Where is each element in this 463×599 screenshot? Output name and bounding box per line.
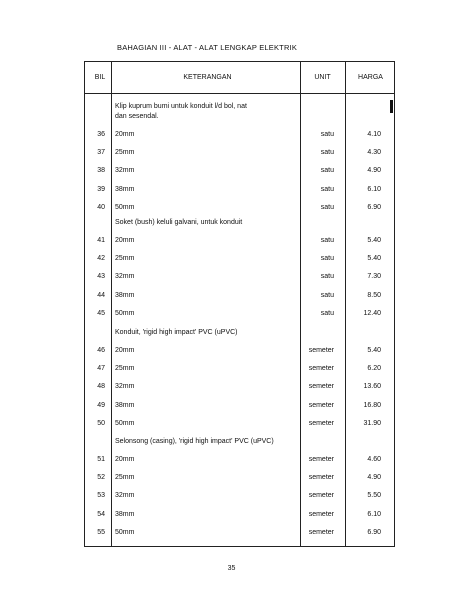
row-unit: semeter [308, 401, 334, 409]
row-description: 25mm [115, 255, 135, 263]
row-bil: 40 [97, 203, 105, 211]
table-row [85, 474, 396, 484]
row-price: 6.10 [367, 510, 381, 518]
row-description: 38mm [115, 291, 135, 299]
header-harga: HARGA [358, 74, 383, 81]
row-price: 4.90 [367, 167, 381, 175]
table-row [85, 131, 396, 141]
row-description: 38mm [115, 510, 135, 518]
row-description: 20mm [115, 456, 135, 463]
section-heading-line: Klip kuprum bumi untuk konduit l/d bol, nat [115, 103, 247, 110]
table-row [85, 347, 396, 357]
row-bil: 54 [97, 510, 105, 518]
table-row [85, 456, 396, 466]
row-description: 50mm [115, 203, 135, 211]
row-unit: satu [320, 255, 334, 263]
section-heading [115, 437, 274, 447]
row-price: 5.40 [367, 237, 381, 244]
row-price: 31.90 [363, 419, 381, 427]
row-bil: 51 [97, 456, 105, 463]
row-description: 38mm [115, 401, 135, 409]
row-unit: semeter [308, 510, 334, 518]
row-bil: 49 [97, 401, 105, 409]
header-bil: BIL [94, 74, 106, 81]
header-unit: UNIT [314, 74, 331, 81]
row-bil: 46 [97, 347, 105, 354]
table-row [85, 186, 396, 196]
row-price: 5.40 [367, 347, 381, 354]
row-bil: 50 [97, 419, 105, 427]
table-row [85, 273, 396, 283]
table-row [85, 292, 396, 302]
row-unit: semeter [308, 419, 334, 427]
row-description: 20mm [115, 347, 135, 354]
row-unit: satu [320, 309, 334, 317]
row-price: 16.80 [363, 401, 381, 409]
table-row [85, 365, 396, 375]
row-description: 25mm [115, 149, 135, 157]
row-bil: 38 [97, 167, 105, 175]
row-unit: satu [320, 203, 334, 211]
row-price: 6.90 [367, 528, 381, 536]
margin-marker [390, 100, 393, 113]
row-price: 5.40 [367, 255, 381, 263]
row-bil: 43 [97, 273, 105, 281]
row-price: 7.30 [367, 273, 381, 281]
row-price: 4.10 [367, 131, 381, 138]
row-description: 32mm [115, 383, 135, 391]
section-heading-line: Konduit, 'rigid high impact' PVC (uPVC) [115, 329, 238, 336]
row-price: 8.50 [367, 291, 381, 299]
section-heading-line: dan sesendal. [115, 113, 159, 120]
section-heading [115, 218, 242, 228]
header-keterangan: KETERANGAN [183, 74, 232, 81]
row-unit: semeter [308, 347, 334, 354]
row-bil: 47 [97, 365, 105, 373]
row-unit: semeter [308, 456, 334, 463]
row-bil: 41 [97, 237, 105, 244]
row-unit: satu [320, 185, 334, 193]
table-row [85, 310, 396, 320]
row-unit: semeter [308, 474, 334, 482]
row-unit: semeter [308, 492, 334, 500]
row-description: 20mm [115, 131, 135, 138]
table-row [85, 204, 396, 214]
row-price: 12.40 [363, 309, 381, 317]
row-unit: satu [320, 291, 334, 299]
row-bil: 52 [97, 474, 105, 482]
table-row [85, 420, 396, 430]
row-bil: 45 [97, 309, 105, 317]
section-heading [115, 328, 238, 338]
row-bil: 55 [97, 528, 105, 536]
section-heading [115, 102, 247, 122]
section-heading-line: Soket (bush) keluli galvani, untuk konduit [115, 219, 243, 226]
row-description: 50mm [115, 309, 135, 317]
row-description: 25mm [115, 365, 135, 373]
row-description: 50mm [115, 419, 135, 427]
row-bil: 42 [97, 255, 105, 263]
row-price: 13.60 [363, 383, 381, 391]
row-unit: semeter [308, 528, 334, 536]
row-description: 32mm [115, 273, 135, 281]
row-price: 6.10 [367, 185, 381, 193]
row-price: 5.50 [367, 492, 381, 500]
table-row [85, 383, 396, 393]
row-unit: semeter [308, 383, 334, 391]
table-row [85, 529, 396, 539]
row-description: 25mm [115, 474, 135, 482]
table-row [85, 237, 396, 247]
header-divider [85, 93, 394, 94]
row-unit: satu [320, 149, 334, 157]
row-bil: 36 [97, 131, 105, 138]
row-bil: 44 [97, 291, 105, 299]
row-unit: satu [320, 131, 334, 138]
table-row [85, 511, 396, 521]
table-row [85, 492, 396, 502]
row-price: 6.90 [367, 203, 381, 211]
table-row [85, 149, 396, 159]
row-description: 32mm [115, 167, 135, 175]
row-description: 50mm [115, 528, 135, 536]
row-bil: 53 [97, 492, 105, 500]
table-row [85, 167, 396, 177]
row-bil: 39 [97, 185, 105, 193]
row-price: 4.30 [367, 149, 381, 157]
row-bil: 37 [97, 149, 105, 157]
document-title: BAHAGIAN III - ALAT - ALAT LENGKAP ELEKTRIK [117, 43, 298, 52]
row-description: 32mm [115, 492, 135, 500]
row-unit: satu [320, 237, 334, 244]
row-price: 4.90 [367, 474, 381, 482]
section-heading-line: Selonsong (casing), 'rigid high impact' PVC (uPVC) [115, 438, 274, 445]
row-description: 38mm [115, 185, 135, 193]
row-unit: satu [320, 167, 334, 175]
price-table [84, 61, 395, 547]
row-price: 4.60 [367, 456, 381, 463]
page-number: 35 [227, 565, 236, 572]
table-row [85, 402, 396, 412]
row-bil: 48 [97, 383, 105, 391]
row-unit: semeter [308, 365, 334, 373]
row-description: 20mm [115, 237, 135, 244]
row-unit: satu [320, 273, 334, 281]
row-price: 6.20 [367, 365, 381, 373]
table-row [85, 255, 396, 265]
